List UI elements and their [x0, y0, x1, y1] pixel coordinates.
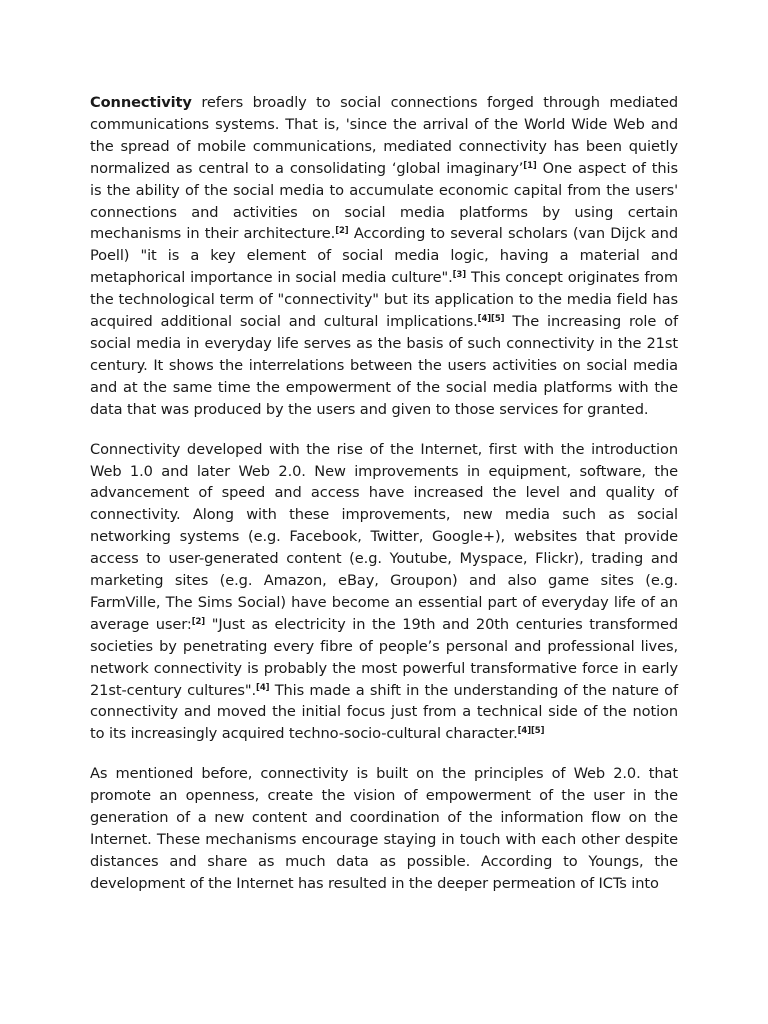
paragraph-text: This made a shift in the understanding of the nature of connectivity and moved the initial focus just from a technical side of the notion to its increasingly acquired techno-socio-cultural character.: [90, 681, 678, 743]
citation-ref[interactable]: [4][5]: [477, 314, 505, 325]
document-page: [90, 92, 678, 913]
citation-ref[interactable]: [2]: [191, 616, 206, 627]
citation-ref[interactable]: [2]: [335, 226, 349, 237]
citation-ref[interactable]: [1]: [523, 160, 537, 171]
citation-ref[interactable]: [4]: [256, 682, 270, 693]
citation-ref[interactable]: [4][5]: [517, 726, 545, 737]
lead-term: Connectivity: [90, 94, 192, 111]
paragraph: [90, 763, 678, 894]
paragraph-text: The increasing role of social media in everyday life serves as the basis of such connectivity in the 21st century. It shows the interrelations between the users activities on social media and at the same time the empowerment of the social media platforms with the data that was produced by the users and given to those services for granted.: [90, 313, 678, 418]
paragraph-text: One aspect of this is the ability of the social media to accumulate economic capital from the users' connections and activities on social media platforms by using certain mechanisms in their architecture.: [90, 159, 678, 243]
paragraph-text: refers broadly to social connections forged through mediated communications systems. That is, 'since the arrival of the World Wide Web and the spread of mobile communications, mediated connectivity has been quietly normalized as central to a consolidating ‘global imaginary’: [90, 94, 678, 177]
paragraph-text: "Just as electricity in the 19th and 20th centuries transformed societies by penetrating every fibre of people’s personal and professional lives, network connectivity is probably the most powerful transformative force in early 21st-century cultures".: [90, 615, 678, 699]
citation-ref[interactable]: [3]: [452, 270, 467, 281]
paragraph: [90, 92, 678, 421]
paragraph-text: As mentioned before, connectivity is built on the principles of Web 2.0. that promote an openness, create the vision of empowerment of the user in the generation of a new content and coordination of the information flow on the Internet. These mechanisms encourage staying in touch with each other despite distances and share as much data as possible. According to Youngs, the development of the Internet has resulted in the deeper permeation of ICTs into: [90, 765, 678, 892]
paragraph-text: According to several scholars (van Dijck and Poell) "it is a key element of social media logic, having a material and metaphorical importance in social media culture".: [90, 225, 678, 287]
paragraph-text: Connectivity developed with the rise of the Internet, first with the introduction Web 1.0 and later Web 2.0. New improvements in equipment, software, the advancement of speed and access have increased the level and quality of connectivity. Along with these improvements, new media such as social networking systems (e.g. Facebook, Twitter, Google+), websites that provide access to user-generated content (e.g. Youtube, Myspace, Flickr), trading and marketing sites (e.g. Amazon, eBay, Groupon) and also game sites (e.g. FarmVille, The Sims Social) have become an essential part of everyday life of an average user:: [90, 440, 678, 633]
paragraph-text: This concept originates from the technological term of "connectivity" but its application to the media field has acquired additional social and cultural implications.: [90, 269, 678, 331]
paragraph: [90, 439, 678, 746]
